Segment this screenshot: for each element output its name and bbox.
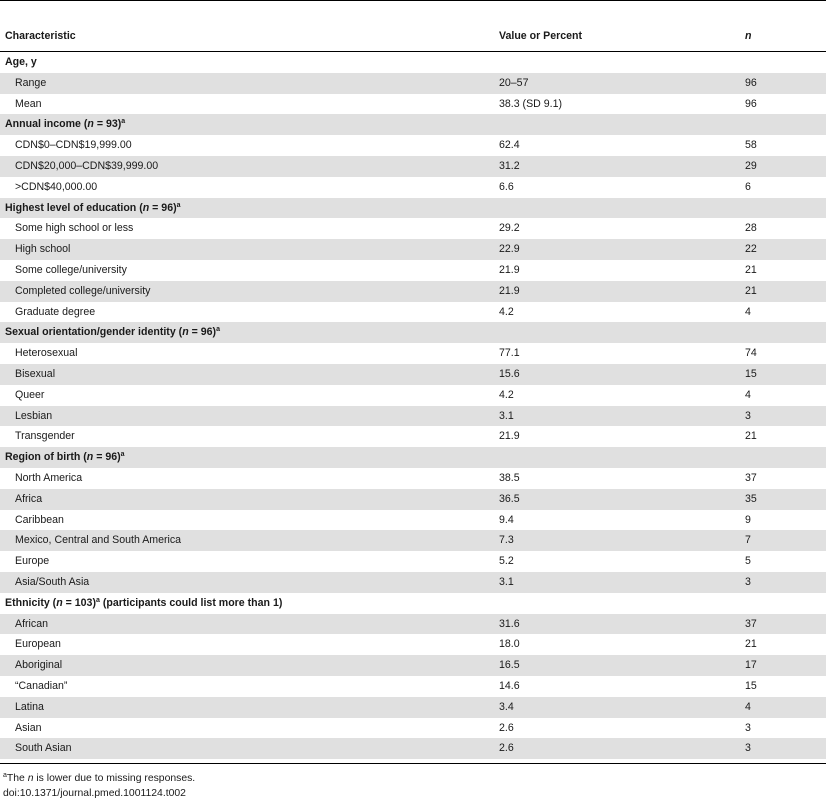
table-row	[0, 385, 826, 406]
row-value: 6.6	[499, 180, 514, 193]
row-n: 21	[745, 281, 826, 302]
row-n: 4	[745, 697, 826, 718]
section-title-n: n	[86, 451, 94, 464]
row-n: 4	[745, 388, 751, 401]
row-label: Latina	[0, 697, 497, 718]
row-value: 29.2	[499, 222, 520, 235]
table-row	[0, 510, 826, 531]
row-label: Graduate degree	[15, 305, 96, 318]
row-value: 4.2	[499, 305, 514, 318]
section-row	[0, 322, 826, 343]
row-n: 22	[745, 239, 826, 260]
table-footer	[3, 771, 195, 801]
section-title-suffix: (participants could list more than 1)	[99, 596, 283, 609]
row-label: Europe	[15, 555, 50, 568]
row-value: 7.3	[497, 530, 745, 551]
row-n: 6	[745, 180, 751, 193]
table-body	[0, 52, 826, 759]
section-title-text: Age, y	[5, 56, 37, 68]
table-row	[0, 738, 826, 759]
section-title	[0, 447, 826, 468]
table-row	[0, 614, 826, 635]
footnote	[3, 771, 195, 786]
table-row	[0, 94, 826, 115]
table-row	[0, 697, 826, 718]
section-title-count: = 103)	[62, 596, 96, 609]
row-n: 96	[745, 73, 826, 94]
row-value: 9.4	[499, 513, 514, 526]
row-label: Some high school or less	[15, 222, 134, 235]
table-row	[0, 218, 826, 239]
header-value-or-percent: Value or Percent	[499, 30, 583, 42]
section-title-n: n	[87, 118, 94, 131]
section-footnote-mark: a	[216, 326, 220, 334]
table-row	[0, 364, 826, 385]
section-title-count: = 96)	[93, 451, 121, 464]
row-label: Bisexual	[0, 364, 497, 385]
row-n: 58	[745, 139, 757, 152]
row-label: South Asian	[0, 738, 497, 759]
table-row	[0, 530, 826, 551]
row-value: 3.4	[497, 697, 745, 718]
table-row	[0, 135, 826, 156]
section-title-text: Ethnicity (	[5, 596, 57, 609]
table-row	[0, 676, 826, 697]
section-title	[0, 593, 826, 614]
row-n: 3	[745, 406, 826, 427]
row-value: 31.2	[497, 156, 745, 177]
row-n: 28	[745, 222, 757, 235]
row-label: High school	[0, 239, 497, 260]
section-footnote-mark: a	[120, 451, 125, 459]
row-n: 7	[745, 530, 826, 551]
row-label: CDN$20,000–CDN$39,999.00	[0, 156, 497, 177]
row-value: 2.6	[499, 721, 514, 734]
section-title-count: = 96)	[149, 201, 177, 214]
section-footnote-mark: a	[121, 118, 126, 126]
section-title-count: = 96)	[188, 326, 217, 339]
table-row	[0, 406, 826, 427]
row-value: 21.9	[497, 281, 745, 302]
row-value: 16.5	[497, 655, 745, 676]
row-label: Africa	[0, 489, 497, 510]
row-value: 31.6	[497, 614, 745, 635]
section-title-n: n	[56, 596, 63, 609]
row-n: 74	[745, 347, 757, 360]
section-title-n: n	[142, 201, 150, 214]
row-label: “Canadian”	[15, 679, 68, 692]
section-title	[0, 114, 826, 135]
header-n: n	[745, 30, 752, 42]
table-row	[0, 489, 826, 510]
row-label: Asia/South Asia	[0, 572, 497, 593]
row-n: 15	[745, 679, 757, 692]
row-label: Queer	[15, 388, 45, 401]
row-n: 17	[745, 655, 826, 676]
row-n: 96	[745, 97, 757, 110]
section-row	[0, 114, 826, 135]
table-row	[0, 468, 826, 489]
row-label: Mean	[15, 97, 42, 110]
row-n: 35	[745, 489, 826, 510]
footnote-text-post: is lower due to missing responses.	[33, 773, 196, 784]
section-footnote-mark: a	[176, 201, 181, 209]
row-value: 38.3 (SD 9.1)	[499, 97, 563, 110]
footnote-mark: a	[3, 772, 7, 779]
footnote-text-pre: The	[6, 773, 28, 784]
row-label: Some college/university	[15, 263, 127, 276]
row-n: 4	[745, 305, 751, 318]
row-label: Lesbian	[0, 406, 497, 427]
footnote-text-n: n	[27, 773, 34, 784]
section-row	[0, 447, 826, 468]
row-n: 37	[745, 614, 826, 635]
row-value: 21.9	[499, 430, 520, 443]
row-n: 5	[745, 555, 751, 568]
row-label: Mexico, Central and South America	[0, 530, 497, 551]
section-footnote-mark: a	[95, 596, 100, 604]
table-row	[0, 551, 826, 572]
section-row	[0, 593, 826, 614]
section-title-text: Sexual orientation/gender identity (	[5, 326, 183, 339]
row-label: Transgender	[15, 430, 75, 443]
row-value: 4.2	[499, 388, 514, 401]
section-title	[0, 322, 826, 343]
row-n: 21	[745, 263, 757, 276]
row-label: Caribbean	[15, 513, 64, 526]
section-title	[0, 198, 826, 219]
row-value: 3.1	[497, 406, 745, 427]
row-label: CDN$0–CDN$19,999.00	[15, 139, 132, 152]
table-row	[0, 260, 826, 281]
section-title	[0, 52, 826, 73]
table-row	[0, 302, 826, 323]
header-characteristic: Characteristic	[5, 30, 76, 42]
row-n: 21	[745, 430, 757, 443]
row-value: 22.9	[497, 239, 745, 260]
table-row	[0, 655, 826, 676]
table-row	[0, 572, 826, 593]
table-row	[0, 177, 826, 198]
row-value: 62.4	[499, 139, 520, 152]
row-value: 18.0	[499, 638, 520, 651]
table-row	[0, 73, 826, 94]
section-title-text: Highest level of education (	[5, 201, 143, 214]
row-n: 29	[745, 156, 826, 177]
table-row	[0, 718, 826, 739]
row-label: >CDN$40,000.00	[15, 180, 98, 193]
section-title-text: Region of birth (	[5, 451, 87, 464]
table-row	[0, 239, 826, 260]
section-title-n: n	[182, 326, 189, 339]
row-value: 5.2	[499, 555, 514, 568]
row-label: North America	[15, 471, 83, 484]
table-bottom-rule	[0, 763, 826, 764]
table-row	[0, 634, 826, 655]
section-title-count: = 93)	[93, 118, 122, 131]
row-n: 15	[745, 364, 826, 385]
row-value: 21.9	[499, 263, 520, 276]
row-value: 77.1	[499, 347, 520, 360]
row-value: 3.1	[497, 572, 745, 593]
row-label: African	[0, 614, 497, 635]
row-n: 21	[745, 638, 757, 651]
row-value: 36.5	[497, 489, 745, 510]
table-row	[0, 343, 826, 364]
row-n: 3	[745, 572, 826, 593]
table-header	[0, 0, 826, 52]
row-label: European	[15, 638, 61, 651]
row-label: Heterosexual	[15, 347, 78, 360]
table-row	[0, 426, 826, 447]
section-row	[0, 52, 826, 73]
section-row	[0, 198, 826, 219]
row-label: Asian	[15, 721, 42, 734]
row-value: 15.6	[497, 364, 745, 385]
row-value: 20–57	[497, 73, 745, 94]
row-label: Aboriginal	[0, 655, 497, 676]
section-title-text: Annual income (	[5, 118, 88, 131]
row-value: 2.6	[497, 738, 745, 759]
row-label: Range	[0, 73, 497, 94]
row-n: 37	[745, 471, 757, 484]
row-value: 38.5	[499, 471, 520, 484]
table-row	[0, 156, 826, 177]
table-row	[0, 281, 826, 302]
doi: doi:10.1371/journal.pmed.1001124.t002	[3, 788, 186, 799]
row-n: 3	[745, 738, 826, 759]
row-n: 3	[745, 721, 751, 734]
row-n: 9	[745, 513, 751, 526]
row-value: 14.6	[499, 679, 520, 692]
row-label: Completed college/university	[0, 281, 497, 302]
